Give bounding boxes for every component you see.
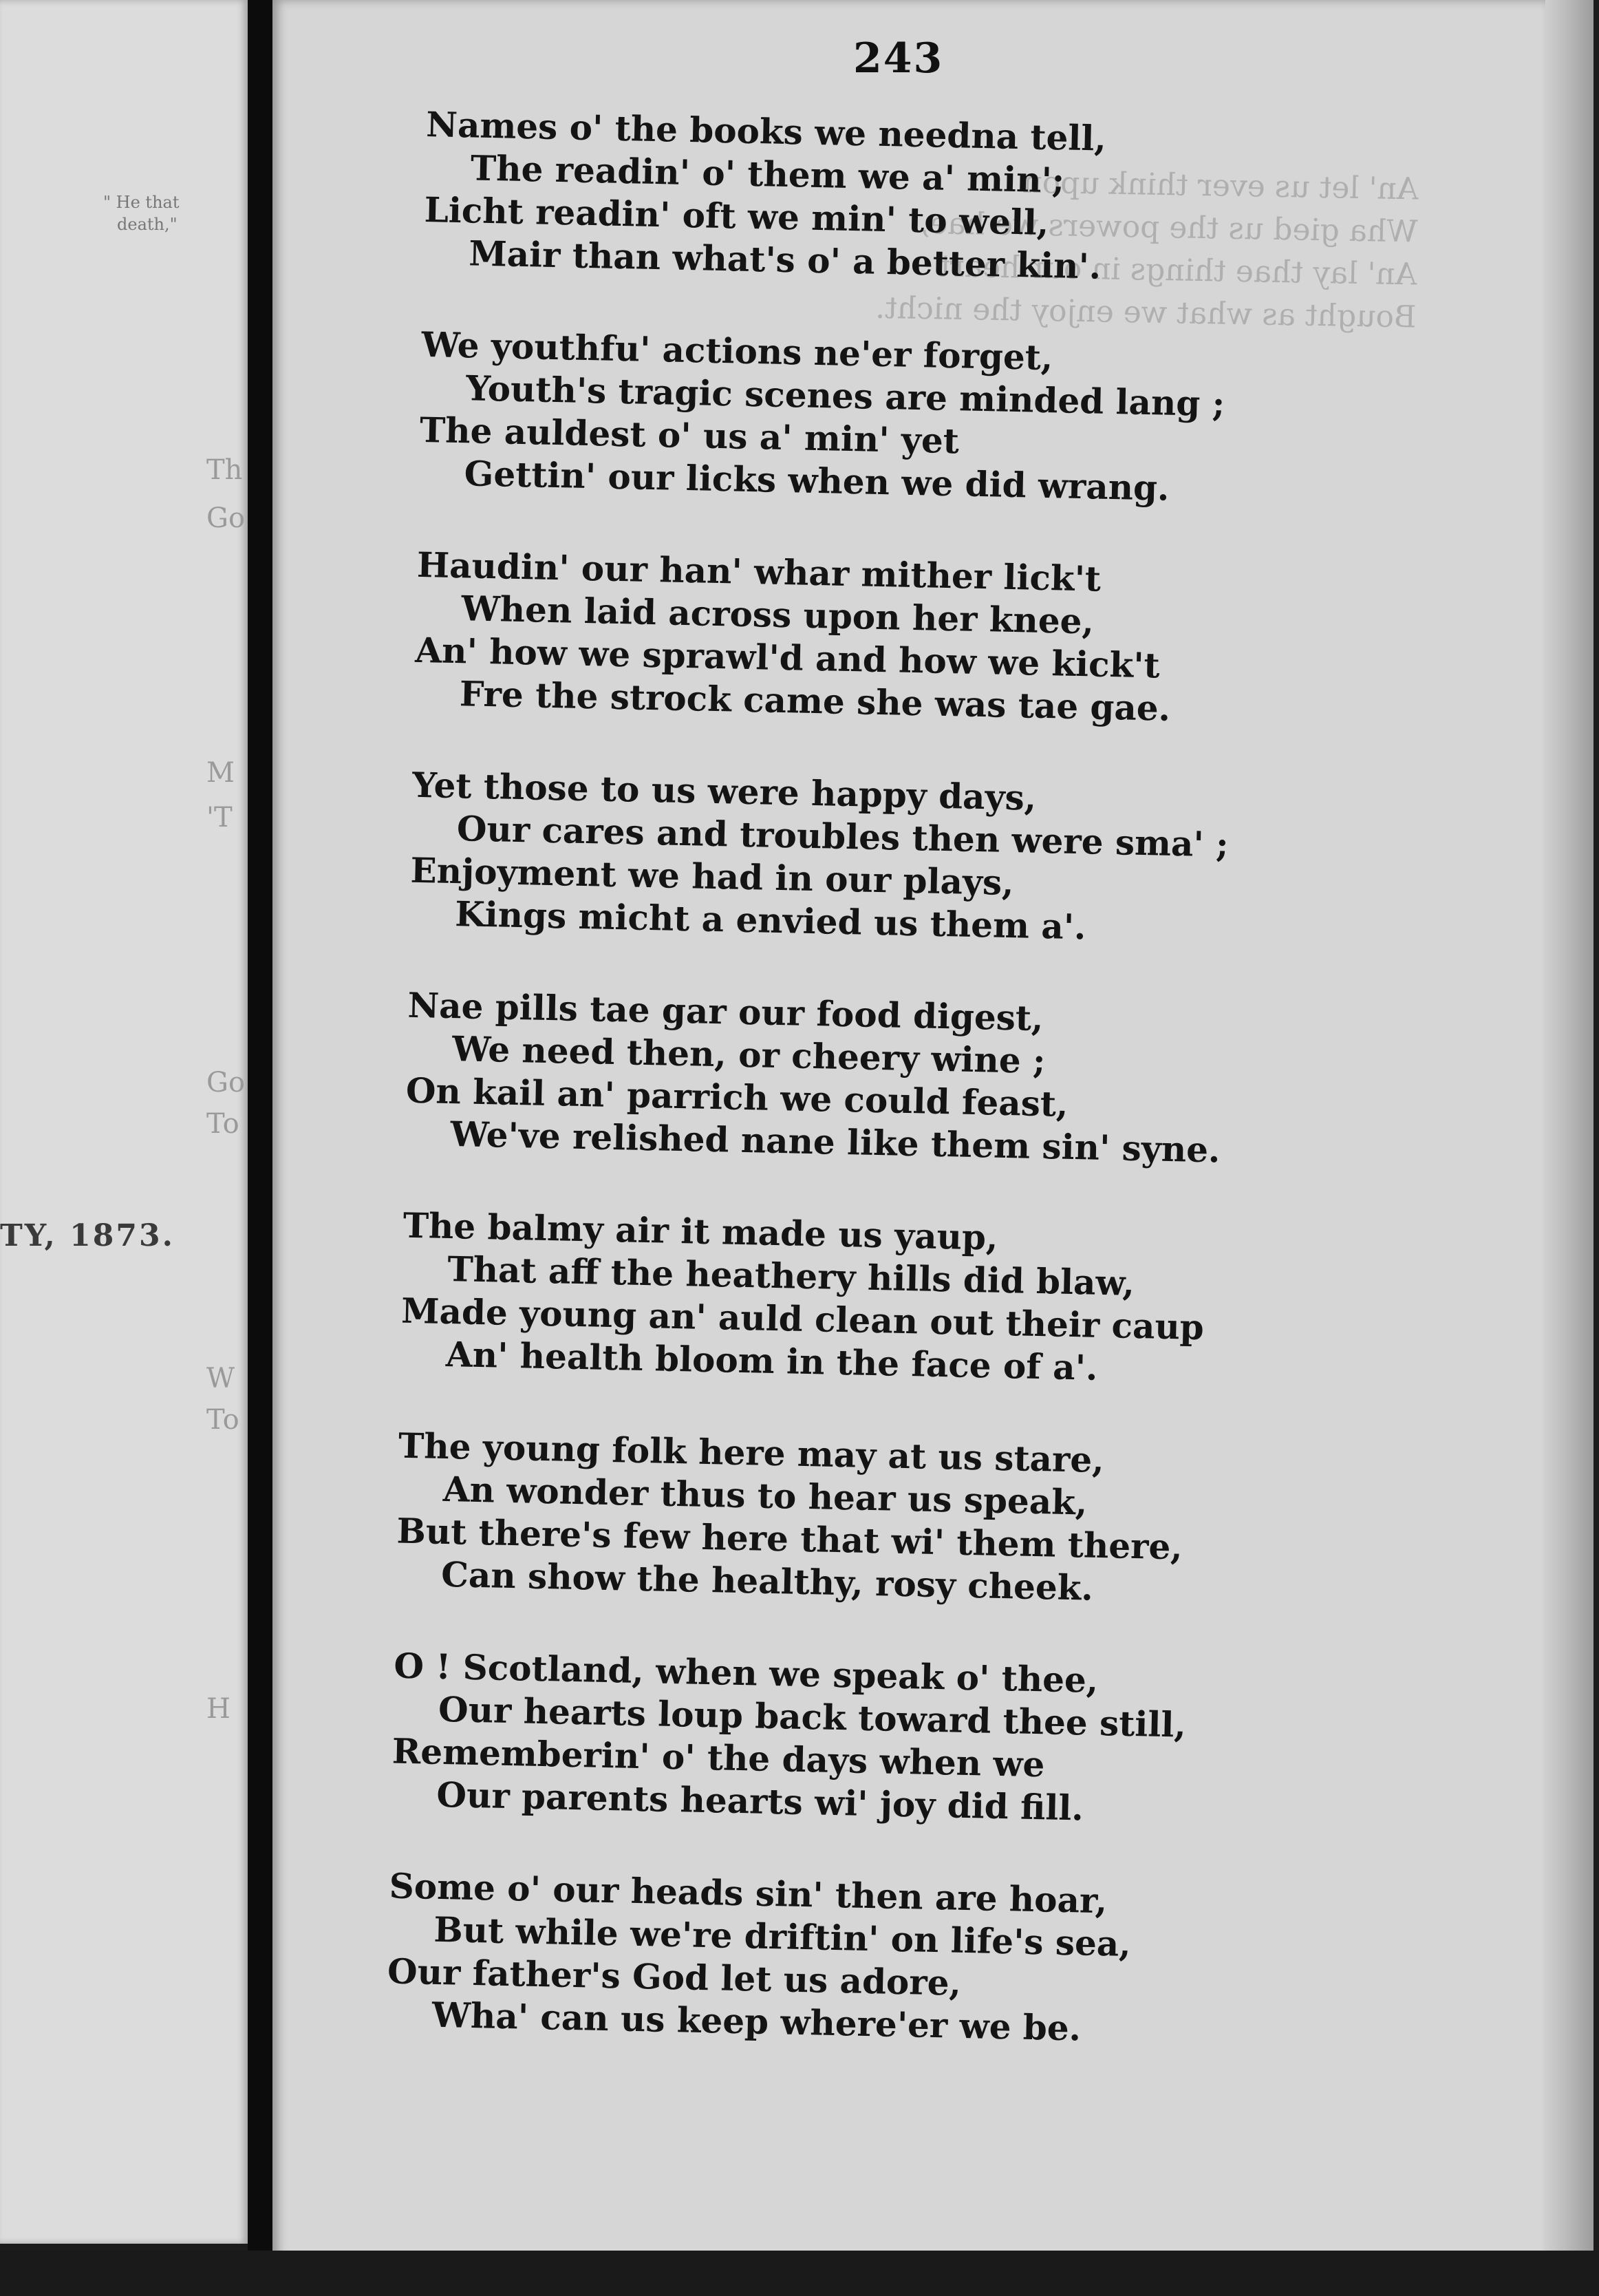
stanza (405, 984, 1481, 1178)
poem-line: Kings micht a envied us them a'. (454, 893, 1087, 948)
poem-line: The young folk here may at us stare, (398, 1425, 1105, 1481)
poem-line: Names o' the books we needna tell, (425, 103, 1107, 159)
page-edge (1545, 0, 1593, 2271)
left-fragment: Go (206, 502, 246, 534)
poem-line: Can show the healthy, rosy cheek. (440, 1553, 1094, 1608)
poem-line: Enjoyment we had in our plays, (410, 849, 1015, 904)
left-fragment: death," (117, 215, 178, 234)
left-fragment: W (206, 1363, 235, 1394)
poem-line: The balmy air it made us yaup, (403, 1204, 998, 1258)
poem-line: Made young an' auld clean out their caup (400, 1290, 1205, 1348)
left-fragment: 'T (206, 802, 233, 833)
poem-line: But while we're driftin' on life's sea, (433, 1909, 1132, 1965)
poem-line: The auldest o' us a' min' yet (419, 409, 960, 462)
poem-line: But there's few here that wi' them there, (396, 1510, 1183, 1568)
poem-line: Licht readin' oft we min' to well, (424, 189, 1049, 243)
poem-line: Our hearts loup back toward thee still, (438, 1688, 1187, 1745)
left-fragment: To (206, 1108, 239, 1140)
poem-line: That aff the heathery hills did blaw, (447, 1248, 1135, 1304)
left-date-line: TY, 1873. (0, 1218, 175, 1253)
left-fragment: M (206, 757, 235, 789)
left-page (0, 0, 248, 2244)
poem-line: An' how we sprawl'd and how we kick't (414, 629, 1161, 686)
poem-line: We've relished nane like them sin' syne. (450, 1114, 1221, 1171)
stanza (418, 323, 1495, 517)
poem-line: When laid across upon her knee, (461, 588, 1095, 642)
stanza (409, 764, 1486, 957)
poem-line: An wonder thus to hear us speak, (442, 1468, 1088, 1523)
poem-line: Our parents hearts wi' joy did fill. (436, 1774, 1084, 1829)
left-fragment: To (206, 1404, 239, 1436)
stanza (391, 1645, 1468, 1838)
poem-line: Our cares and troubles then were sma' ; (456, 808, 1230, 865)
stanza (414, 544, 1490, 737)
poem-line: On kail an' parrich we could feast, (405, 1070, 1069, 1125)
poem-line: Yet those to us were happy days, (411, 764, 1037, 818)
stanza (400, 1204, 1477, 1398)
poem-line: The readin' o' them we a' min'; (470, 147, 1065, 201)
poem-line: O ! Scotland, when we speak o' thee, (393, 1645, 1099, 1701)
poem-line: Some o' our heads sin' then are hoar, (389, 1865, 1108, 1922)
left-fragment: H (206, 1693, 230, 1725)
show-through-text: An' let us ever think upon Wha gied us the powers we hae, An' lay thae things in our heart Bought as what we enjoy the nicht. (874, 164, 1419, 335)
poem (385, 103, 1500, 2107)
scan-border (0, 2251, 1599, 2296)
poem-line: Youth's tragic scenes are minded lang ; (465, 368, 1225, 425)
left-fragment: " He that (103, 193, 180, 212)
poem-line: Wha' can us keep where'er we be. (431, 1994, 1082, 2049)
poem-line: We need then, or cheery wine ; (451, 1028, 1047, 1082)
poem-line: Gettin' our licks when we did wrang. (464, 453, 1170, 509)
stanza (396, 1425, 1472, 1618)
poem-line: We youthfu' actions ne'er forget, (421, 323, 1053, 379)
left-fragment: Th (206, 454, 243, 486)
poem-line: Rememberin' o' the days when we (391, 1730, 1045, 1785)
poem-line: Fre the strock came she was tae gae. (459, 673, 1171, 729)
poem-line: Nae pills tae gar our food digest, (407, 984, 1044, 1039)
page-number: 243 (853, 34, 944, 83)
book-gutter (248, 0, 272, 2296)
poem-line: Mair than what's o' a better kin'. (468, 233, 1102, 287)
stanza (423, 103, 1500, 297)
poem-line: Haudin' our han' whar mither lick't (416, 544, 1102, 599)
left-fragment: Go (206, 1067, 246, 1098)
poem-line: Our father's God let us adore, (387, 1950, 962, 2003)
stanza (386, 1864, 1463, 2058)
poem-line: An' health bloom in the face of a'. (445, 1333, 1098, 1388)
